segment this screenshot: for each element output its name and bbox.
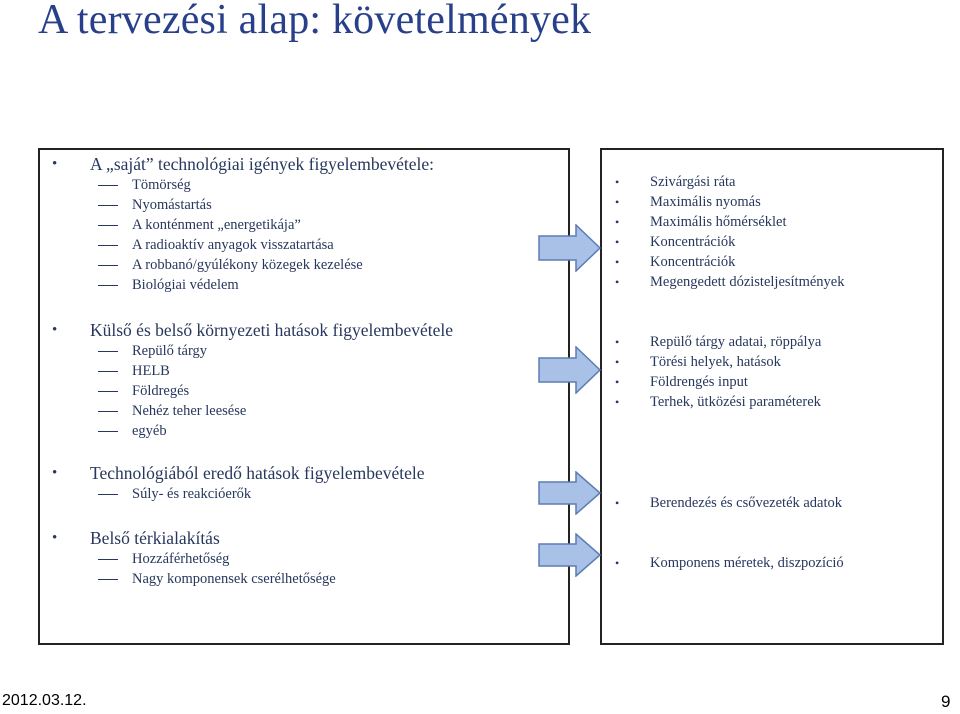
list-item: Tömörség [40, 175, 434, 195]
list-item: • Komponens méretek, diszpozíció [602, 553, 844, 573]
list-item: • Maximális hőmérséklet [602, 212, 844, 232]
slide-title: A tervezési alap: követelmények [38, 0, 592, 43]
list-item: Nagy komponensek cserélhetősége [40, 569, 336, 589]
list-item: A radioaktív anyagok visszatartása [40, 235, 434, 255]
requirements-box [38, 148, 570, 645]
list-item: • Szivárgási ráta [602, 172, 844, 192]
list-item: • Repülő tárgy adatai, röppálya [602, 332, 821, 352]
group-environment [40, 320, 453, 441]
right-group-4 [602, 553, 844, 573]
parameters-box [600, 148, 944, 645]
list-item: • Törési helyek, hatások [602, 352, 821, 372]
list-item: A robbanó/gyúlékony közegek kezelése [40, 255, 434, 275]
right-group-3 [602, 493, 842, 513]
right-group-2 [602, 332, 821, 412]
group-heading: • Belső térkialakítás [40, 528, 336, 549]
list-item: HELB [40, 361, 453, 381]
list-item: Súly- és reakcióerők [40, 484, 425, 504]
group-interior [40, 528, 336, 589]
group-technology [40, 463, 425, 504]
list-item: Földregés [40, 381, 453, 401]
list-item: Hozzáférhetőség [40, 549, 336, 569]
group-heading: • Technológiából eredő hatások figyelembevétele [40, 463, 425, 484]
arrow-right-icon [538, 224, 602, 272]
list-item: • Koncentrációk [602, 232, 844, 252]
group-own-needs [40, 154, 434, 295]
list-item: • Koncentrációk [602, 252, 844, 272]
list-item: Nyomástartás [40, 195, 434, 215]
list-item: Biológiai védelem [40, 275, 434, 295]
list-item: Repülő tárgy [40, 341, 453, 361]
list-item: A konténment „energetikája” [40, 215, 434, 235]
arrow-right-icon [538, 346, 602, 394]
list-item: • Megengedett dózisteljesítmények [602, 272, 844, 292]
footer-date: 2012.03.12. [2, 692, 87, 709]
arrow-right-icon [538, 471, 602, 515]
list-item: • Berendezés és csővezeték adatok [602, 493, 842, 513]
list-item: egyéb [40, 421, 453, 441]
list-item: • Maximális nyomás [602, 192, 844, 212]
list-item: • Földrengés input [602, 372, 821, 392]
group-heading: • Külső és belső környezeti hatások figyelembevétele [40, 320, 453, 341]
list-item: Nehéz teher leesése [40, 401, 453, 421]
group-heading: • A „saját” technológiai igények figyelembevétele: [40, 154, 434, 175]
list-item: • Terhek, ütközési paraméterek [602, 392, 821, 412]
right-group-1 [602, 172, 844, 292]
page-number: 9 [941, 692, 951, 711]
arrow-right-icon [538, 533, 602, 577]
